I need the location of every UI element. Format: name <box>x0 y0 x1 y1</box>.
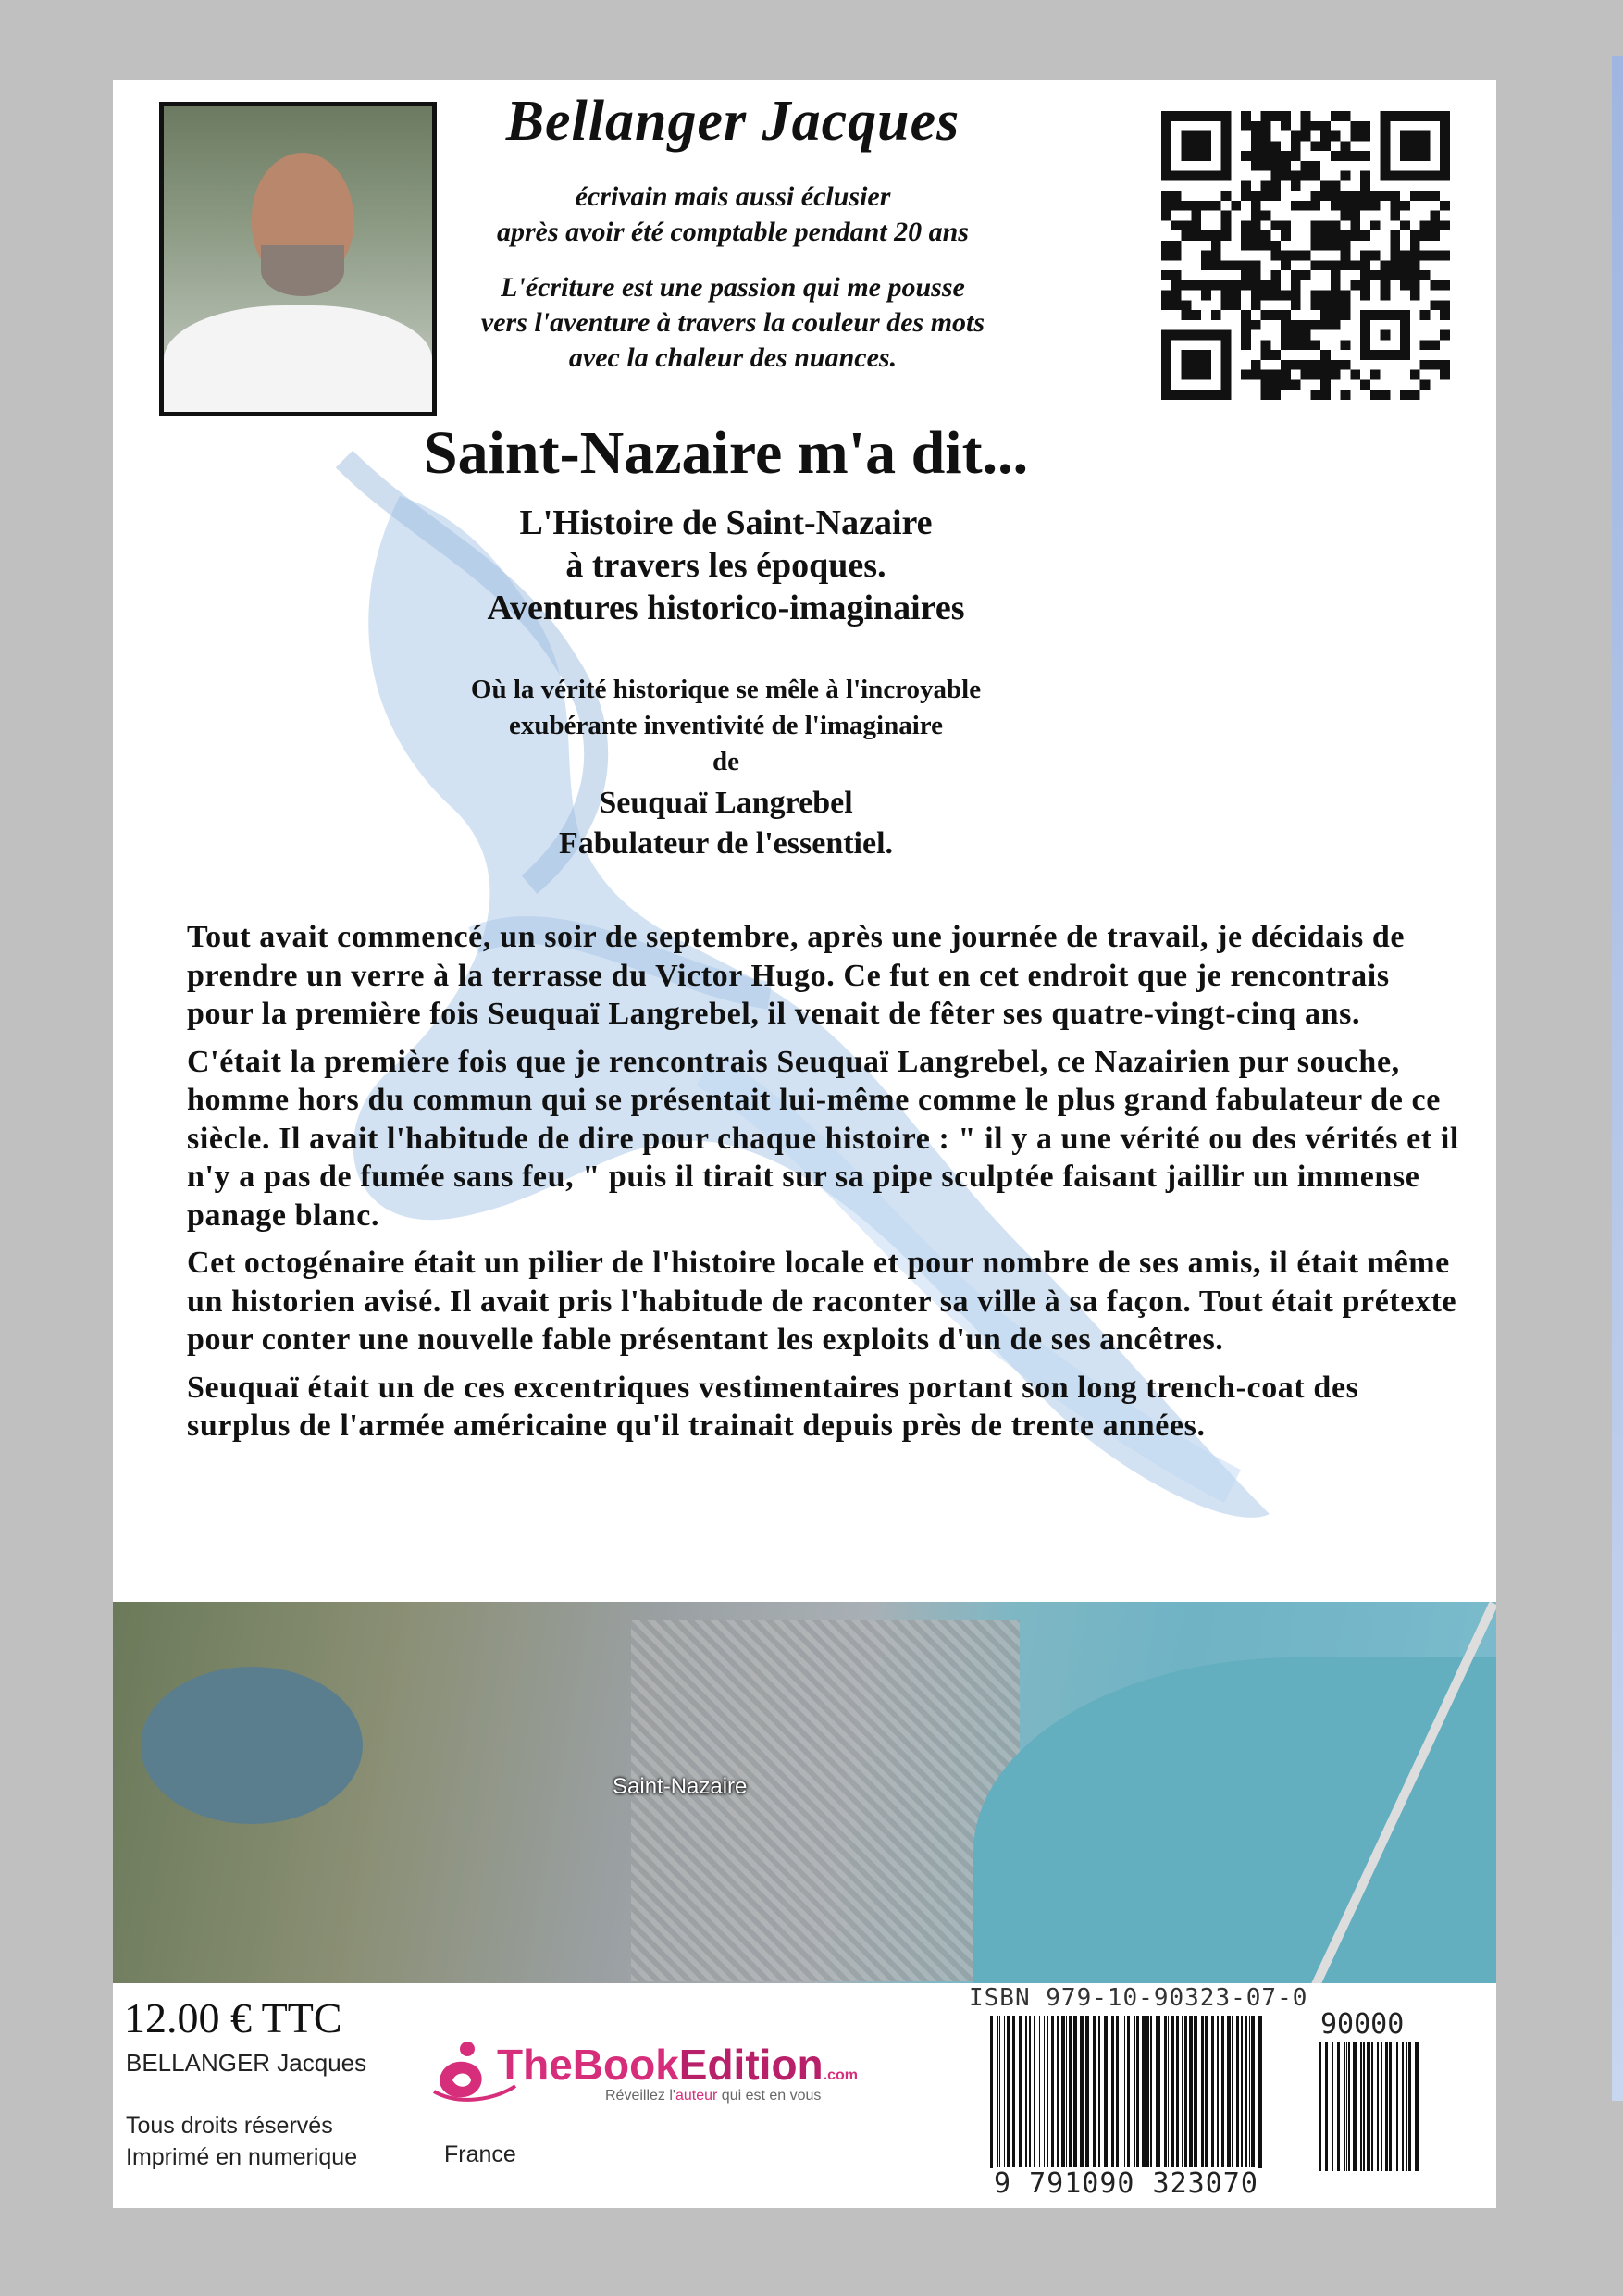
isbn-barcode <box>990 2016 1264 2191</box>
author-photo <box>159 102 437 416</box>
isbn: ISBN 979-10-90323-07-0 <box>969 1984 1308 2012</box>
adjacent-page-edge <box>1612 56 1623 2101</box>
book-tagline: Où la vérité historique se mêle à l'incroyable exubérante inventivité de l'imaginaire de <box>470 675 982 776</box>
author-description: écrivain mais aussi éclusier après avoir été comptable pendant 20 ans L'écriture est une passion qui me pousse vers l'aventure à travers la couleur des mots avec la chaleur des nuances. <box>480 181 985 373</box>
barcode-addon-digits: 90000 <box>1320 2008 1405 2041</box>
barcode-digits: 9 791090 323070 <box>994 2167 1258 2200</box>
book-subtitle: L'Histoire de Saint-Nazaire à travers les époques. Aventures historico-imaginaires <box>487 503 965 627</box>
map-label: Saint-Nazaire <box>613 1774 748 1799</box>
synopsis-paragraph: Seuquaï était un de ces excentriques vestimentaires portant son long trench-coat des surplus de l'armée américaine qu'il trainait depuis près de trente années. <box>187 1370 1359 1443</box>
country: France <box>444 2141 516 2167</box>
synopsis-paragraph: C'était la première fois que je rencontrais Seuquaï Langrebel, ce Nazairien pur souche, homme hors du commun qui se présentait lui-même comme le plus grand fabulateur de ce siècle. Il avait l'habitude de dire pour chaque histoire : " il y a une vérité ou des vérités et il n'y a pas de fumée sans feu, " puis il tirait sur sa pipe sculptée faisant jaillir un immense panage blanc. <box>187 1044 1459 1233</box>
rights-notice: Tous droits réservés Imprimé en numerique <box>126 2113 358 2170</box>
author-name: Bellanger Jacques <box>505 90 960 153</box>
addon-barcode <box>1319 2042 1419 2171</box>
book-title: Saint-Nazaire m'a dit... <box>423 419 1029 487</box>
author-imprint: BELLANGER Jacques <box>126 2049 367 2077</box>
qr-code <box>1161 111 1450 400</box>
synopsis-paragraph: Tout avait commencé, un soir de septembre, après une journée de travail, je décidais de prendre un verre à la terrasse du Victor Hugo. Ce fut en cet endroit que je rencontrais pour la première fois Seuquaï Langrebel, il venait de fêter ses quatre-vingt-cinq ans. <box>187 920 1406 1031</box>
publisher-name: TheBookEdition.com <box>497 2041 858 2089</box>
pseudonym-block: Seuquaï Langrebel Fabulateur de l'essentiel. <box>558 786 894 861</box>
price: 12.00 € TTC <box>124 1994 342 2042</box>
aerial-map <box>113 1602 1496 1983</box>
book-back-cover <box>113 80 1496 2208</box>
synopsis-paragraph: Cet octogénaire était un pilier de l'histoire locale et pour nombre de ses amis, il était même un historien avisé. Il avait pris l'habitude de raconter sa ville à sa façon. Tout était prétexte pour conter une nouvelle fable présentant les exploits d'un de ses ancêtres. <box>187 1246 1457 1357</box>
synopsis-text <box>187 918 1464 1455</box>
publisher-slogan: Réveillez l'auteur qui est en vous <box>605 2088 822 2104</box>
